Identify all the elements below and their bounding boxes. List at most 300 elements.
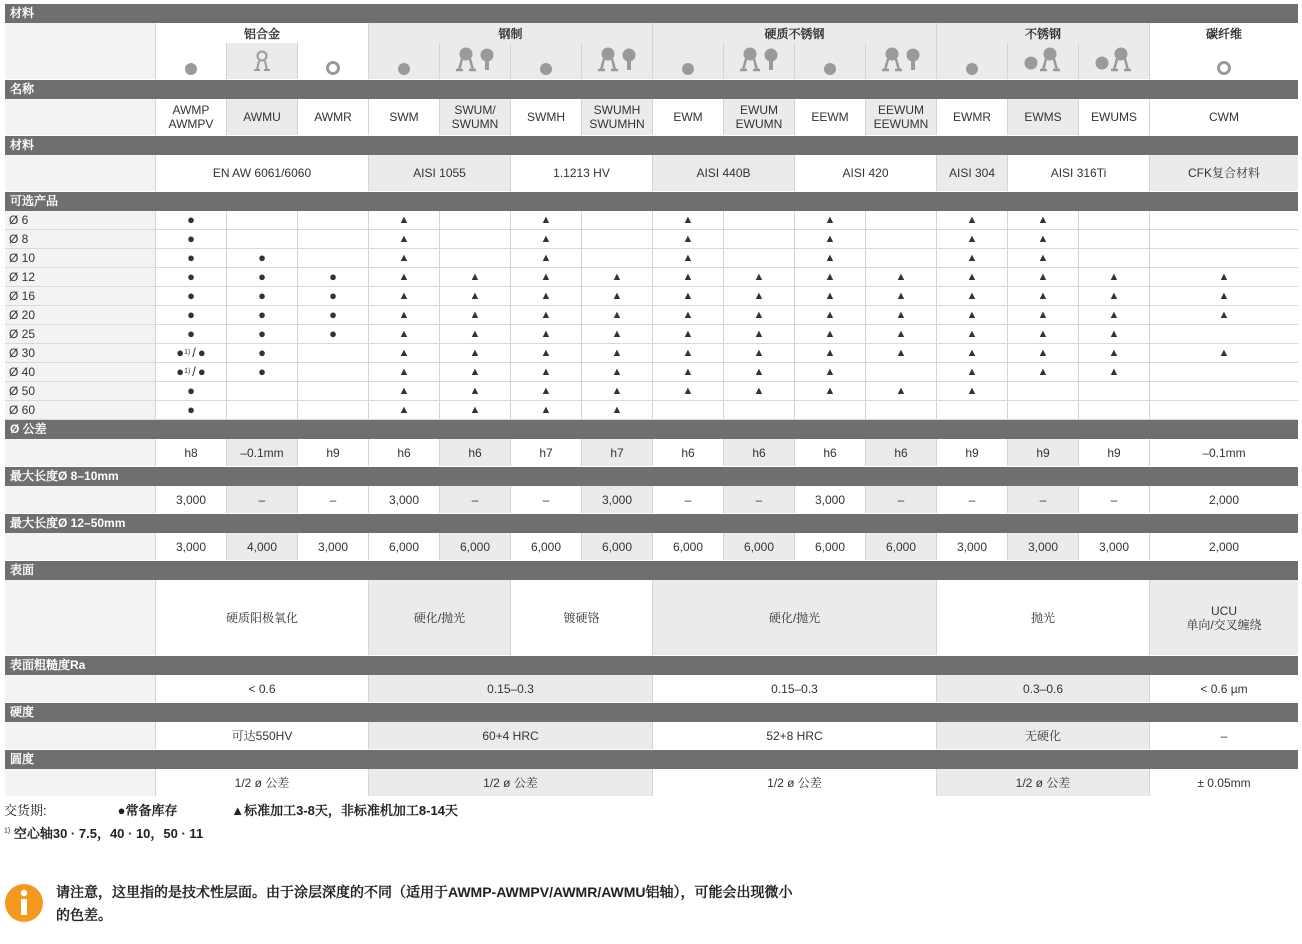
surface-row [5, 580, 1298, 656]
product-cell [865, 344, 936, 362]
maxlen-large-cell: 2,000 [1149, 533, 1298, 560]
product-cell [368, 344, 439, 362]
product-cell [581, 363, 652, 381]
roughness-label [5, 675, 155, 702]
made-triangle-icon: ▲ [1108, 347, 1120, 359]
name-cell: CWM [1149, 99, 1298, 135]
legend-made: ▲标准加工3-8天，非标准机加工8-14天 [231, 803, 458, 818]
product-cell [1078, 363, 1149, 381]
roundness-cell: 1/2 ø 公差 [652, 769, 936, 796]
product-cell [794, 249, 865, 267]
product-cell [1078, 211, 1149, 229]
maxlen-small-cell: 3,000 [368, 486, 439, 513]
legend-label: 交货期: [4, 803, 47, 818]
made-triangle-icon: ▲ [1037, 214, 1049, 226]
product-cell [581, 401, 652, 419]
product-cell [581, 211, 652, 229]
made-triangle-icon: ▲ [540, 233, 552, 245]
product-cell [723, 249, 794, 267]
product-cell [510, 287, 581, 305]
product-cell [865, 325, 936, 343]
product-cell [723, 306, 794, 324]
stock-dot-icon: ● [329, 269, 337, 284]
icon-cell [653, 43, 723, 79]
material-cell: AISI 304 [936, 155, 1007, 191]
material-cell: AISI 420 [794, 155, 936, 191]
tolerance-cell: h6 [865, 439, 936, 466]
made-triangle-icon: ▲ [895, 347, 907, 359]
product-cell [155, 401, 226, 419]
product-cell [936, 382, 1007, 400]
product-size: Ø 20 [5, 306, 155, 324]
product-row [5, 363, 1298, 382]
product-cell [865, 268, 936, 286]
dot-icon [398, 63, 410, 75]
name-cell: EWM [652, 99, 723, 135]
surface-label [5, 580, 155, 655]
made-triangle-icon: ▲ [1037, 309, 1049, 321]
product-cell [1078, 287, 1149, 305]
name-cell: EWUMS [1078, 99, 1149, 135]
product-cell [1078, 401, 1149, 419]
stock-dot-icon: ● [187, 402, 195, 417]
product-cell [368, 325, 439, 343]
icon-cell [1150, 43, 1298, 79]
made-triangle-icon: ▲ [682, 309, 694, 321]
name-cell: SWUM/ SWUMN [439, 99, 510, 135]
material-cell: AISI 316Ti [1007, 155, 1149, 191]
product-cell [297, 230, 368, 248]
tolerance-cell: h6 [368, 439, 439, 466]
product-cell [439, 287, 510, 305]
made-triangle-icon: ▲ [824, 214, 836, 226]
made-triangle-icon: ▲ [398, 404, 410, 416]
stock-dot-icon: ● [187, 250, 195, 265]
made-triangle-icon: ▲ [1037, 252, 1049, 264]
product-cell [581, 249, 652, 267]
made-triangle-icon: ▲ [753, 290, 765, 302]
product-row [5, 344, 1298, 363]
product-cell [439, 401, 510, 419]
product-cell [723, 363, 794, 381]
maxlen-small-cell: – [1078, 486, 1149, 513]
ring-icon [1217, 61, 1231, 75]
group-header-row [5, 23, 1298, 80]
legend-stock: ●常备库存 [117, 803, 178, 818]
slash: / [192, 364, 196, 379]
product-cell [368, 249, 439, 267]
made-triangle-icon: ▲ [1037, 271, 1049, 283]
material-cell: 1.1213 HV [510, 155, 652, 191]
double-support-icon [453, 46, 497, 75]
made-triangle-icon: ▲ [540, 385, 552, 397]
made-triangle-icon: ▲ [682, 290, 694, 302]
name-cell: SWMH [510, 99, 581, 135]
product-cell [865, 401, 936, 419]
icon-cell [1007, 43, 1078, 79]
product-cell [439, 363, 510, 381]
made-triangle-icon: ▲ [611, 385, 623, 397]
maxlen-large-cell: 6,000 [652, 533, 723, 560]
made-triangle-icon: ▲ [540, 366, 552, 378]
product-cell [1149, 344, 1298, 362]
product-cell [510, 211, 581, 229]
made-triangle-icon: ▲ [966, 252, 978, 264]
hardness-cell: 可达550HV [155, 722, 368, 749]
product-cell [936, 401, 1007, 419]
product-cell [1149, 325, 1298, 343]
made-triangle-icon: ▲ [1037, 290, 1049, 302]
made-triangle-icon: ▲ [682, 214, 694, 226]
maxlen-small-cell: 3,000 [581, 486, 652, 513]
made-triangle-icon: ▲ [682, 252, 694, 264]
product-size: Ø 25 [5, 325, 155, 343]
made-triangle-icon: ▲ [1037, 366, 1049, 378]
product-cell [297, 401, 368, 419]
product-cell [723, 344, 794, 362]
group-title: 铝合金 [243, 27, 280, 41]
product-cell [510, 268, 581, 286]
made-triangle-icon: ▲ [682, 271, 694, 283]
note-text: 请注意，这里指的是技术性层面。由于涂层深度的不同（适用于AWMP-AWMPV/AWMR/AWMU铝轴），可能会出现微小的色差。 [56, 884, 793, 923]
made-triangle-icon: ▲ [611, 404, 623, 416]
made-triangle-icon: ▲ [895, 385, 907, 397]
product-size: Ø 10 [5, 249, 155, 267]
made-triangle-icon: ▲ [1108, 366, 1120, 378]
made-triangle-icon: ▲ [753, 271, 765, 283]
product-cell [1078, 249, 1149, 267]
icon-cell [937, 43, 1007, 79]
product-cell [439, 382, 510, 400]
roundness-cell: ± 0.05mm [1149, 769, 1298, 796]
stock-dot-icon: ● [187, 307, 195, 322]
product-cell [936, 268, 1007, 286]
footnote-mark: 1) [4, 827, 11, 835]
roughness-cell: 0.15–0.3 [368, 675, 652, 702]
product-cell [1149, 211, 1298, 229]
hardness-cell: – [1149, 722, 1298, 749]
tolerance-cell: –0.1mm [226, 439, 297, 466]
product-cell [936, 344, 1007, 362]
stock-dot-icon: ● [329, 307, 337, 322]
dot-support-icon [1021, 46, 1065, 75]
made-triangle-icon: ▲ [1108, 290, 1120, 302]
product-size: Ø 60 [5, 401, 155, 419]
product-cell [226, 287, 297, 305]
product-cell [439, 306, 510, 324]
stock-dot-icon: ● [258, 307, 266, 322]
stock-dot-icon: ● [258, 269, 266, 284]
made-triangle-icon: ▲ [824, 309, 836, 321]
made-triangle-icon: ▲ [398, 385, 410, 397]
product-cell [723, 382, 794, 400]
stock-dot-icon: ● [187, 231, 195, 246]
product-cell [368, 306, 439, 324]
product-cell [652, 249, 723, 267]
product-cell [936, 287, 1007, 305]
product-cell [652, 287, 723, 305]
product-cell [794, 287, 865, 305]
made-triangle-icon: ▲ [966, 214, 978, 226]
product-cell [794, 401, 865, 419]
dot-icon [540, 63, 552, 75]
product-size: Ø 50 [5, 382, 155, 400]
made-triangle-icon: ▲ [824, 290, 836, 302]
hardness-cell: 无硬化 [936, 722, 1149, 749]
made-triangle-icon: ▲ [540, 214, 552, 226]
maxlen-small-cell: 3,000 [794, 486, 865, 513]
made-triangle-icon: ▲ [540, 347, 552, 359]
product-cell [1078, 325, 1149, 343]
hardness-label [5, 722, 155, 749]
product-cell [652, 382, 723, 400]
maxlen-small-cell: – [439, 486, 510, 513]
made-triangle-icon: ▲ [398, 347, 410, 359]
group-0 [155, 23, 368, 79]
made-triangle-icon: ▲ [540, 309, 552, 321]
product-size: Ø 40 [5, 363, 155, 381]
made-triangle-icon: ▲ [824, 347, 836, 359]
tolerance-label [5, 439, 155, 466]
stock-dot-icon: ● [197, 364, 206, 379]
product-cell [1149, 401, 1298, 419]
made-triangle-icon: ▲ [469, 385, 481, 397]
product-cell [226, 325, 297, 343]
product-cell [1007, 211, 1078, 229]
maxlen-small-cell: 3,000 [155, 486, 226, 513]
product-row [5, 211, 1298, 230]
made-triangle-icon: ▲ [682, 328, 694, 340]
product-cell [865, 211, 936, 229]
maxlen-large-cell: 6,000 [510, 533, 581, 560]
icon-cell [156, 43, 226, 79]
product-cell [155, 344, 226, 362]
product-cell [936, 249, 1007, 267]
product-cell [581, 325, 652, 343]
product-cell [1149, 249, 1298, 267]
product-cell [865, 287, 936, 305]
group-title: 钢制 [498, 27, 523, 41]
double-support-icon [737, 46, 781, 75]
roundness-cell: 1/2 ø 公差 [936, 769, 1149, 796]
maxlen-small-cell: 2,000 [1149, 486, 1298, 513]
tolerance-cell: h9 [936, 439, 1007, 466]
product-cell [936, 306, 1007, 324]
made-triangle-icon: ▲ [398, 366, 410, 378]
name-cell: EWMS [1007, 99, 1078, 135]
made-triangle-icon: ▲ [966, 347, 978, 359]
maxlen-large-cell: 6,000 [723, 533, 794, 560]
product-cell [794, 363, 865, 381]
section-maxlen-large: 最大长度Ø 12–50mm [5, 514, 1298, 533]
product-row [5, 382, 1298, 401]
product-cell [652, 230, 723, 248]
product-cell [1007, 344, 1078, 362]
product-cell [1149, 363, 1298, 381]
maxlen-large-cell: 3,000 [1007, 533, 1078, 560]
made-triangle-icon: ▲ [611, 328, 623, 340]
hardness-row [5, 722, 1298, 750]
made-triangle-icon: ▲ [540, 252, 552, 264]
product-cell [510, 401, 581, 419]
tolerance-cell: h9 [297, 439, 368, 466]
roughness-cell: < 0.6 [155, 675, 368, 702]
product-cell [439, 268, 510, 286]
section-roughness: 表面粗糙度Ra [5, 656, 1298, 675]
material-cell: CFK复合材料 [1149, 155, 1298, 191]
product-cell [794, 230, 865, 248]
maxlen-large-cell: 3,000 [297, 533, 368, 560]
maxlen-small-cell: – [865, 486, 936, 513]
group-1 [368, 23, 652, 79]
product-cell [155, 363, 226, 381]
made-triangle-icon: ▲ [966, 385, 978, 397]
name-cell: EEWUM EEWUMN [865, 99, 936, 135]
product-cell [1007, 382, 1078, 400]
footnote-ref: 1) [184, 349, 191, 356]
name-cell: AWMU [226, 99, 297, 135]
section-surface: 表面 [5, 561, 1298, 580]
made-triangle-icon: ▲ [824, 328, 836, 340]
maxlen-large-cell: 6,000 [794, 533, 865, 560]
product-cell [1078, 344, 1149, 362]
material-row [5, 155, 1298, 192]
product-cell [368, 211, 439, 229]
stock-dot-icon: ● [197, 345, 206, 360]
ring-icon [326, 61, 340, 75]
made-triangle-icon: ▲ [611, 309, 623, 321]
tolerance-row [5, 439, 1298, 467]
made-triangle-icon: ▲ [469, 347, 481, 359]
made-triangle-icon: ▲ [753, 385, 765, 397]
product-size: Ø 8 [5, 230, 155, 248]
slash: / [192, 345, 196, 360]
product-cell [297, 306, 368, 324]
product-cell [865, 363, 936, 381]
made-triangle-icon: ▲ [1037, 233, 1049, 245]
product-cell [652, 306, 723, 324]
surface-cell: UCU 单向/交叉缠绕 [1149, 580, 1298, 655]
made-triangle-icon: ▲ [824, 385, 836, 397]
maxlen-large-row [5, 533, 1298, 561]
made-triangle-icon: ▲ [469, 328, 481, 340]
made-triangle-icon: ▲ [1108, 328, 1120, 340]
made-triangle-icon: ▲ [824, 252, 836, 264]
product-cell [794, 382, 865, 400]
product-cell [1007, 230, 1078, 248]
stock-dot-icon: ● [329, 288, 337, 303]
icon-cell [510, 43, 581, 79]
icon-cell [581, 43, 652, 79]
made-triangle-icon: ▲ [469, 271, 481, 283]
group-title: 硬质不锈钢 [764, 27, 825, 41]
product-row [5, 249, 1298, 268]
product-cell [1007, 325, 1078, 343]
product-cell [368, 287, 439, 305]
product-cell [723, 325, 794, 343]
product-cell [510, 363, 581, 381]
made-triangle-icon: ▲ [682, 233, 694, 245]
product-cell [794, 268, 865, 286]
product-cell [936, 363, 1007, 381]
icon-cell [1078, 43, 1149, 79]
dot-icon [824, 63, 836, 75]
product-cell [1149, 287, 1298, 305]
made-triangle-icon: ▲ [1037, 328, 1049, 340]
roundness-row [5, 769, 1298, 797]
product-cell [226, 344, 297, 362]
product-cell [297, 287, 368, 305]
product-cell [368, 382, 439, 400]
product-cell [155, 211, 226, 229]
product-row [5, 287, 1298, 306]
product-cell [652, 363, 723, 381]
product-cell [510, 249, 581, 267]
product-cell [155, 230, 226, 248]
section-material: 材料 [5, 136, 1298, 155]
product-cell [297, 268, 368, 286]
made-triangle-icon: ▲ [540, 404, 552, 416]
product-cell [652, 211, 723, 229]
product-cell [368, 401, 439, 419]
maxlen-large-cell: 6,000 [865, 533, 936, 560]
icon-cell [723, 43, 794, 79]
product-cell [155, 287, 226, 305]
section-name: 名称 [5, 80, 1298, 99]
name-cell: EWMR [936, 99, 1007, 135]
product-row [5, 230, 1298, 249]
name-cell: AWMR [297, 99, 368, 135]
product-cell [226, 363, 297, 381]
maxlen-small-label [5, 486, 155, 513]
stock-dot-icon: ● [258, 250, 266, 265]
stock-dot-icon: ● [187, 383, 195, 398]
product-cell [723, 268, 794, 286]
product-cell [155, 268, 226, 286]
product-cell [794, 325, 865, 343]
section-material-head: 材料 [5, 4, 1298, 23]
stock-dot-icon: ● [258, 345, 266, 360]
icon-cell [439, 43, 510, 79]
made-triangle-icon: ▲ [1108, 309, 1120, 321]
group-title: 碳纤维 [1205, 27, 1242, 41]
hardness-cell: 52+8 HRC [652, 722, 936, 749]
product-cell [155, 306, 226, 324]
product-cell [581, 287, 652, 305]
product-cell [652, 344, 723, 362]
roughness-cell: 0.15–0.3 [652, 675, 936, 702]
product-cell [1007, 306, 1078, 324]
roughness-cell: 0.3–0.6 [936, 675, 1149, 702]
stock-dot-icon: ● [258, 288, 266, 303]
maxlen-large-cell: 6,000 [368, 533, 439, 560]
name-label [5, 99, 155, 135]
product-cell [226, 401, 297, 419]
product-row [5, 325, 1298, 344]
maxlen-small-cell: – [723, 486, 794, 513]
product-cell [1007, 401, 1078, 419]
maxlen-small-cell: – [510, 486, 581, 513]
stock-dot-icon: ● [329, 326, 337, 341]
product-cell [723, 230, 794, 248]
name-row [5, 99, 1298, 136]
stock-dot-icon: ● [258, 326, 266, 341]
group-3 [936, 23, 1149, 79]
made-triangle-icon: ▲ [469, 366, 481, 378]
product-cell [226, 382, 297, 400]
product-cell [439, 325, 510, 343]
product-cell [226, 211, 297, 229]
